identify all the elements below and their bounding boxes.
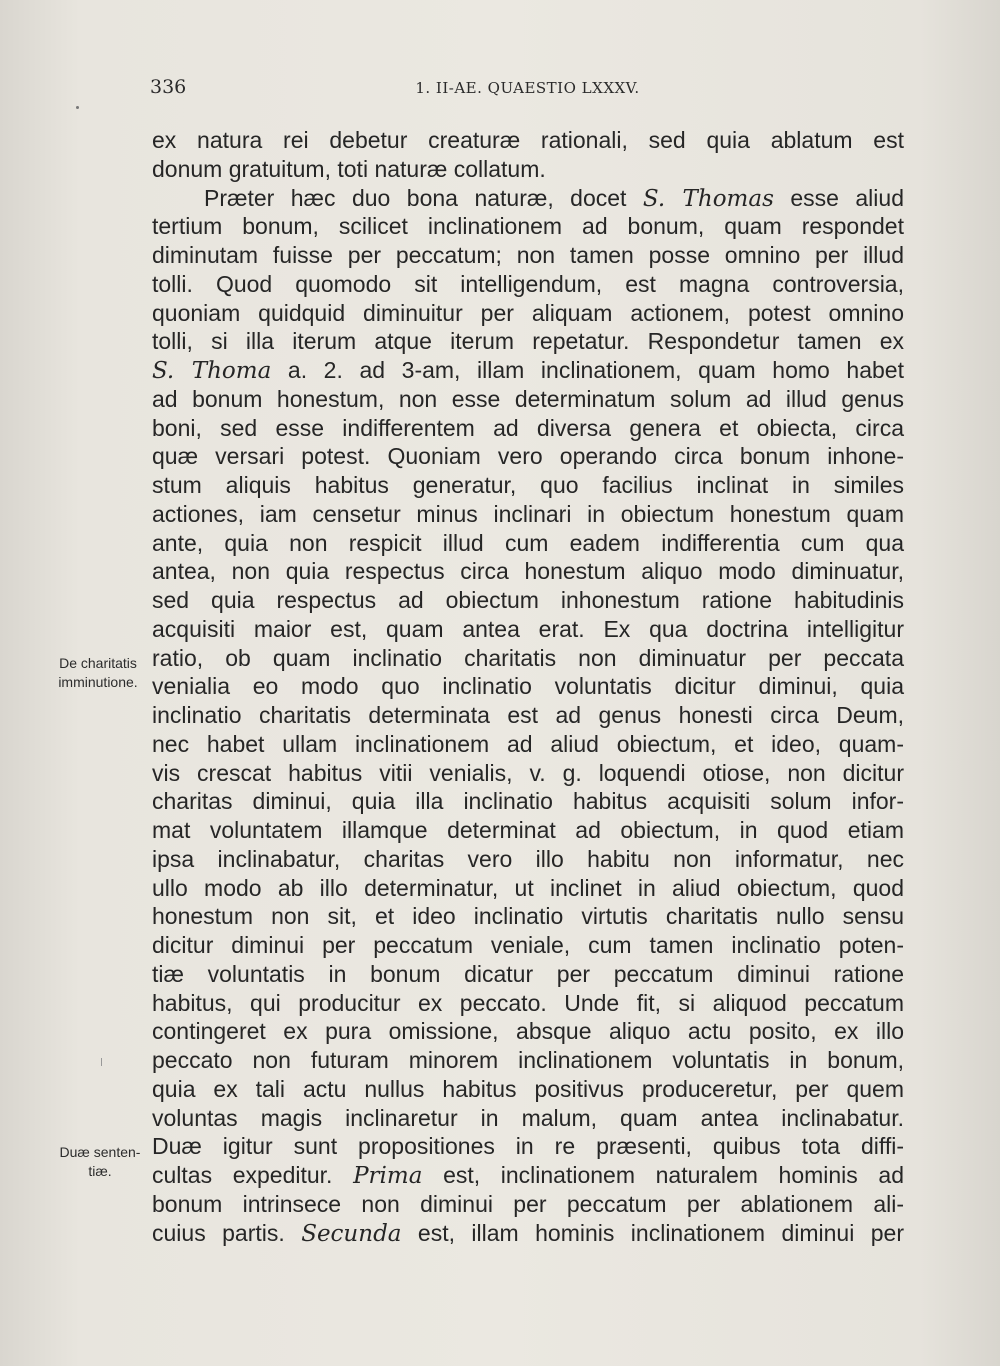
text-line <box>152 1075 904 1104</box>
text-line <box>152 874 904 903</box>
text-segment: cuius partis. <box>152 1219 302 1246</box>
text-line <box>152 500 904 529</box>
text-segment: stum aliquis habitus generatur, quo facilius inclinat in similes <box>152 472 904 498</box>
text-segment: vis crescat habitus vitii venialis, v. g. loquendi otiose, non dicitur <box>152 759 904 786</box>
text-segment: quoniam quidquid diminuitur per aliquam actionem, potest omnino <box>152 299 904 326</box>
text-segment: ratio, ob quam inclinatio charitatis non diminuatur per peccata <box>152 644 904 671</box>
running-head: 1. II-AE. QUAESTIO LXXXV. <box>415 79 640 97</box>
text-line <box>152 557 904 586</box>
italic-segment: Secunda <box>301 1220 402 1247</box>
text-segment: actiones, iam censetur minus inclinari in obiectum honestum quam <box>152 500 904 527</box>
text-line <box>152 787 904 816</box>
text-segment: acquisiti maior est, quam antea erat. Ex qua doctrina intelligitur <box>152 615 904 642</box>
margin-note-sententiae: Duæ senten-tiæ. <box>59 1144 141 1179</box>
text-segment: sed quia respectus ad obiectum inhonestum ratione habitudinis <box>152 587 904 613</box>
text-segment: donum gratuitum, toti naturæ collatum. <box>152 155 546 182</box>
text-line <box>152 730 904 759</box>
text-line <box>152 299 904 328</box>
text-segment: charitas diminui, quia illa inclinatio habitus acquisiti solum infor- <box>152 788 904 815</box>
text-line <box>152 471 904 500</box>
text-segment: dicitur diminui per peccatum veniale, cum tamen inclinatio poten- <box>152 932 904 958</box>
text-line <box>152 442 904 471</box>
text-segment: contingeret ex pura omissione, absque aliquo actu posito, ex illo <box>152 1018 904 1045</box>
text-segment: mat voluntatem illamque determinat ad obiectum, in quod etiam <box>152 817 904 843</box>
text-segment: a. 2. ad 3-am, illam inclinationem, quam homo habet <box>271 357 904 383</box>
paper-speck <box>101 1058 102 1066</box>
text-line <box>152 701 904 730</box>
text-segment: habitus, qui producitur ex peccato. Unde fit, si aliquod peccatum <box>152 989 904 1016</box>
text-segment: nec habet ullam inclinationem ad aliud obiectum, et ideo, quam- <box>152 730 904 757</box>
text-line <box>152 989 904 1018</box>
text-segment: esse aliud <box>773 184 904 211</box>
text-line <box>152 327 904 356</box>
text-line <box>152 1219 904 1248</box>
text-segment: Præter hæc duo bona naturæ, docet <box>204 184 643 211</box>
text-segment: quæ versari potest. Quoniam vero operando circa bonum inhone- <box>152 443 904 470</box>
italic-segment: S. Thomas <box>642 185 774 212</box>
text-line <box>152 1190 904 1219</box>
text-segment: tolli. Quod quomodo sit intelligendum, est magna controversia, <box>152 270 904 297</box>
text-line <box>152 1161 904 1190</box>
text-line <box>152 529 904 558</box>
text-segment: diminutam fuisse per peccatum; non tamen posse omnino per illud <box>152 242 904 268</box>
text-line <box>152 672 904 701</box>
text-segment: tertium bonum, scilicet inclinationem ad bonum, quam respondet <box>152 213 904 240</box>
text-segment: est, illam hominis inclinationem diminui per <box>401 1219 905 1246</box>
text-segment: tiæ voluntatis in bonum dicatur per peccatum diminui ratione <box>152 960 904 987</box>
text-line <box>152 241 904 270</box>
text-segment: tolli, si illa iterum atque iterum repetatur. Respondetur tamen ex <box>152 328 904 355</box>
text-line <box>152 1104 904 1133</box>
text-segment: ante, quia non respicit illud cum eadem indifferentia cum qua <box>152 529 904 556</box>
text-segment: antea, non quia respectus circa honestum aliquo modo diminuatur, <box>152 558 904 585</box>
text-segment: Duæ igitur sunt propositiones in re præsenti, quibus tota diffi- <box>152 1133 904 1160</box>
text-line <box>152 385 904 414</box>
italic-segment: S. Thoma <box>152 358 272 384</box>
text-line <box>152 1132 904 1161</box>
text-line <box>152 902 904 931</box>
text-line <box>152 644 904 673</box>
text-line <box>152 184 904 213</box>
text-segment: ipsa inclinabatur, charitas vero illo habitu non informatur, nec <box>152 845 904 872</box>
text-line <box>152 586 904 615</box>
text-segment: peccato non futuram minorem inclinationem voluntatis in bonum, <box>152 1047 904 1073</box>
text-segment: ex natura rei debetur creaturæ rationali, sed quia ablatum est <box>152 127 904 153</box>
text-segment: voluntas magis inclinaretur in malum, quam antea inclinabatur. <box>152 1104 904 1131</box>
text-line <box>152 155 904 184</box>
italic-segment: Prima <box>353 1163 423 1189</box>
text-segment: ullo modo ab illo determinatur, ut inclinet in aliud obiectum, quod <box>152 874 904 901</box>
text-line <box>152 414 904 443</box>
text-segment: inclinatio charitatis determinata est ad genus honesti circa Deum, <box>152 702 904 728</box>
text-line <box>152 816 904 845</box>
text-segment: honestum non sit, et ideo inclinatio virtutis charitatis nullo sensu <box>152 903 904 930</box>
text-line <box>152 270 904 299</box>
text-segment: venialia eo modo quo inclinatio voluntatis dicitur diminui, quia <box>152 673 904 700</box>
paper-speck <box>76 106 79 109</box>
body-text <box>152 126 904 1247</box>
text-line <box>152 1046 904 1075</box>
text-segment: boni, sed esse indifferentem ad diversa genera et obiecta, circa <box>152 414 904 441</box>
text-line <box>152 759 904 788</box>
text-segment: cultas expeditur. <box>152 1162 354 1188</box>
text-line <box>152 960 904 989</box>
text-line <box>152 845 904 874</box>
text-line <box>152 1017 904 1046</box>
text-segment: quia ex tali actu nullus habitus positivus produceretur, per quem <box>152 1075 904 1102</box>
text-line <box>152 356 904 385</box>
text-line <box>152 931 904 960</box>
text-segment: ad bonum honestum, non esse determinatum solum ad illud genus <box>152 385 904 412</box>
text-line <box>152 126 904 155</box>
page-header <box>150 76 905 104</box>
text-segment: est, inclinationem naturalem hominis ad <box>422 1162 904 1188</box>
margin-note-charitatis: De charitatis imminutione. <box>58 655 138 690</box>
text-segment: bonum intrinsece non diminui per peccatum per ablationem ali- <box>152 1190 904 1217</box>
text-line <box>152 615 904 644</box>
page-number: 336 <box>150 76 187 98</box>
text-line <box>152 212 904 241</box>
